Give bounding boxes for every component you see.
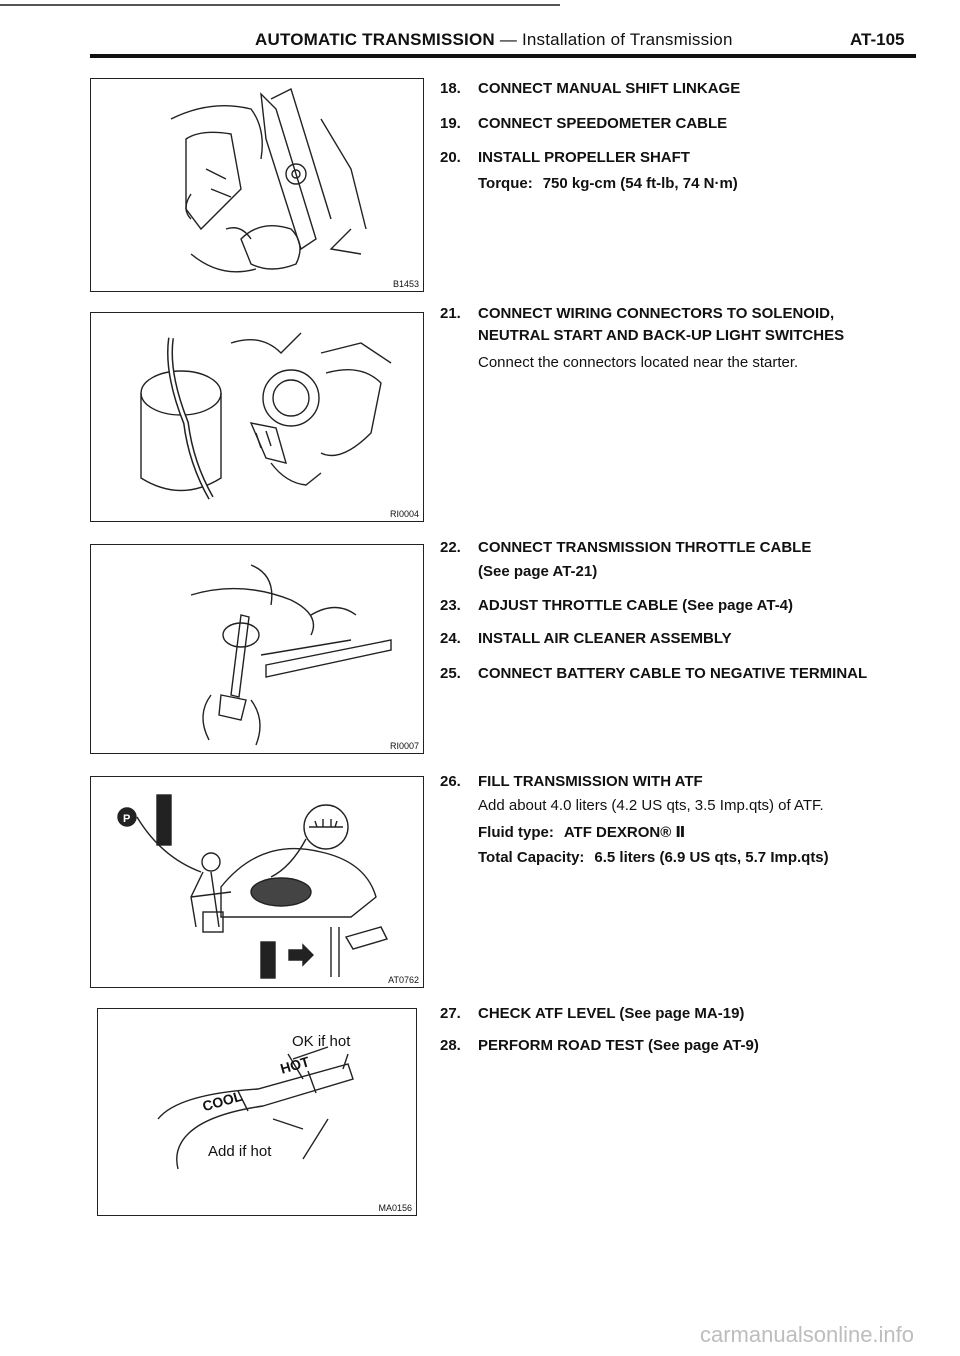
step-number: 24. — [440, 630, 461, 647]
step-number: 28. — [440, 1037, 461, 1054]
fill-atf-illustration — [91, 777, 424, 988]
step-title: CONNECT SPEEDOMETER CABLE — [478, 115, 728, 132]
fluid-value: ATF DEXRON® Ⅱ — [563, 824, 686, 841]
step-22-title-line2: (See page AT-21) — [478, 563, 598, 580]
figure-throttle-cable — [90, 544, 424, 754]
step-26-note: Add about 4.0 liters (4.2 US qts, 3.5 Imp.qts) of ATF. — [478, 797, 824, 814]
figure-code: AT0762 — [388, 975, 419, 985]
step-21-note: Connect the connectors located near the starter. — [478, 354, 799, 371]
step-title: CONNECT WIRING CONNECTORS TO SOLENOID, — [478, 305, 835, 322]
step-number: 26. — [440, 773, 461, 790]
figure-atf-level-dipstick — [97, 1008, 417, 1216]
dipstick-illustration — [98, 1009, 417, 1216]
dipstick-cool-mark: COOL — [200, 1087, 244, 1115]
capacity-value: 6.5 liters (6.9 US qts, 5.7 Imp.qts) — [594, 849, 829, 866]
step-number: 22. — [440, 539, 461, 556]
wiring-connectors-illustration — [91, 313, 424, 522]
step-title: CHECK ATF LEVEL (See page MA-19) — [478, 1005, 745, 1022]
step-24 — [440, 630, 732, 647]
step-27 — [440, 1005, 744, 1022]
step-23 — [440, 597, 793, 614]
figure-fill-atf — [90, 776, 424, 988]
label-add-if-hot: Add if hot — [208, 1143, 272, 1160]
step-25 — [440, 665, 867, 682]
step-number: 27. — [440, 1005, 461, 1022]
step-21 — [440, 305, 834, 322]
step-26-fluid — [478, 823, 685, 841]
step-18 — [440, 80, 740, 97]
step-title: CONNECT BATTERY CABLE TO NEGATIVE TERMINAL — [478, 665, 868, 682]
step-20-torque — [478, 175, 738, 192]
step-21-title-line2: NEUTRAL START AND BACK-UP LIGHT SWITCHES — [478, 327, 845, 344]
fluid-label: Fluid type: — [478, 824, 554, 841]
figure-code: B1453 — [392, 279, 419, 289]
capacity-label: Total Capacity: — [478, 849, 585, 866]
page-number: AT-105 — [850, 30, 905, 49]
step-title: FILL TRANSMISSION WITH ATF — [478, 773, 703, 790]
step-19 — [440, 115, 727, 132]
step-number: 18. — [440, 80, 461, 97]
step-title: INSTALL PROPELLER SHAFT — [478, 149, 690, 166]
throttle-cable-illustration — [91, 545, 424, 754]
top-scan-rule — [0, 4, 560, 6]
step-number: 20. — [440, 149, 461, 166]
figure-code: RI0004 — [389, 509, 419, 519]
step-20 — [440, 149, 690, 166]
header-rule — [90, 54, 916, 58]
page-header — [255, 30, 733, 50]
svg-text:P: P — [123, 813, 131, 825]
step-title: INSTALL AIR CLEANER ASSEMBLY — [478, 630, 732, 647]
torque-value: 750 kg-cm (54 ft-lb, 74 N·m) — [542, 175, 738, 192]
dipstick-hot-mark: HOT — [278, 1053, 312, 1077]
step-title: CONNECT MANUAL SHIFT LINKAGE — [478, 80, 741, 97]
figure-wiring-connectors — [90, 312, 424, 522]
header-separator: — — [499, 30, 518, 49]
step-number: 21. — [440, 305, 461, 322]
label-ok-if-hot: OK if hot — [292, 1033, 351, 1050]
figure-code: MA0156 — [378, 1203, 412, 1213]
step-28 — [440, 1037, 759, 1054]
figure-code: RI0007 — [389, 741, 419, 751]
step-22 — [440, 539, 811, 556]
step-title: PERFORM ROAD TEST (See page AT-9) — [478, 1037, 759, 1054]
step-title: CONNECT TRANSMISSION THROTTLE CABLE — [478, 539, 812, 556]
torque-label: Torque: — [478, 175, 533, 192]
header-subsection: Installation of Transmission — [521, 30, 733, 49]
figure-shift-linkage — [90, 78, 424, 292]
step-26 — [440, 773, 703, 790]
step-number: 23. — [440, 597, 461, 614]
step-number: 25. — [440, 665, 461, 682]
shift-linkage-illustration — [91, 79, 424, 292]
step-26-capacity — [478, 849, 829, 866]
step-title: ADJUST THROTTLE CABLE (See page AT-4) — [478, 597, 794, 614]
header-section: AUTOMATIC TRANSMISSION — [255, 30, 495, 49]
site-watermark: carmanualsonline.info — [700, 1322, 915, 1347]
step-number: 19. — [440, 115, 461, 132]
